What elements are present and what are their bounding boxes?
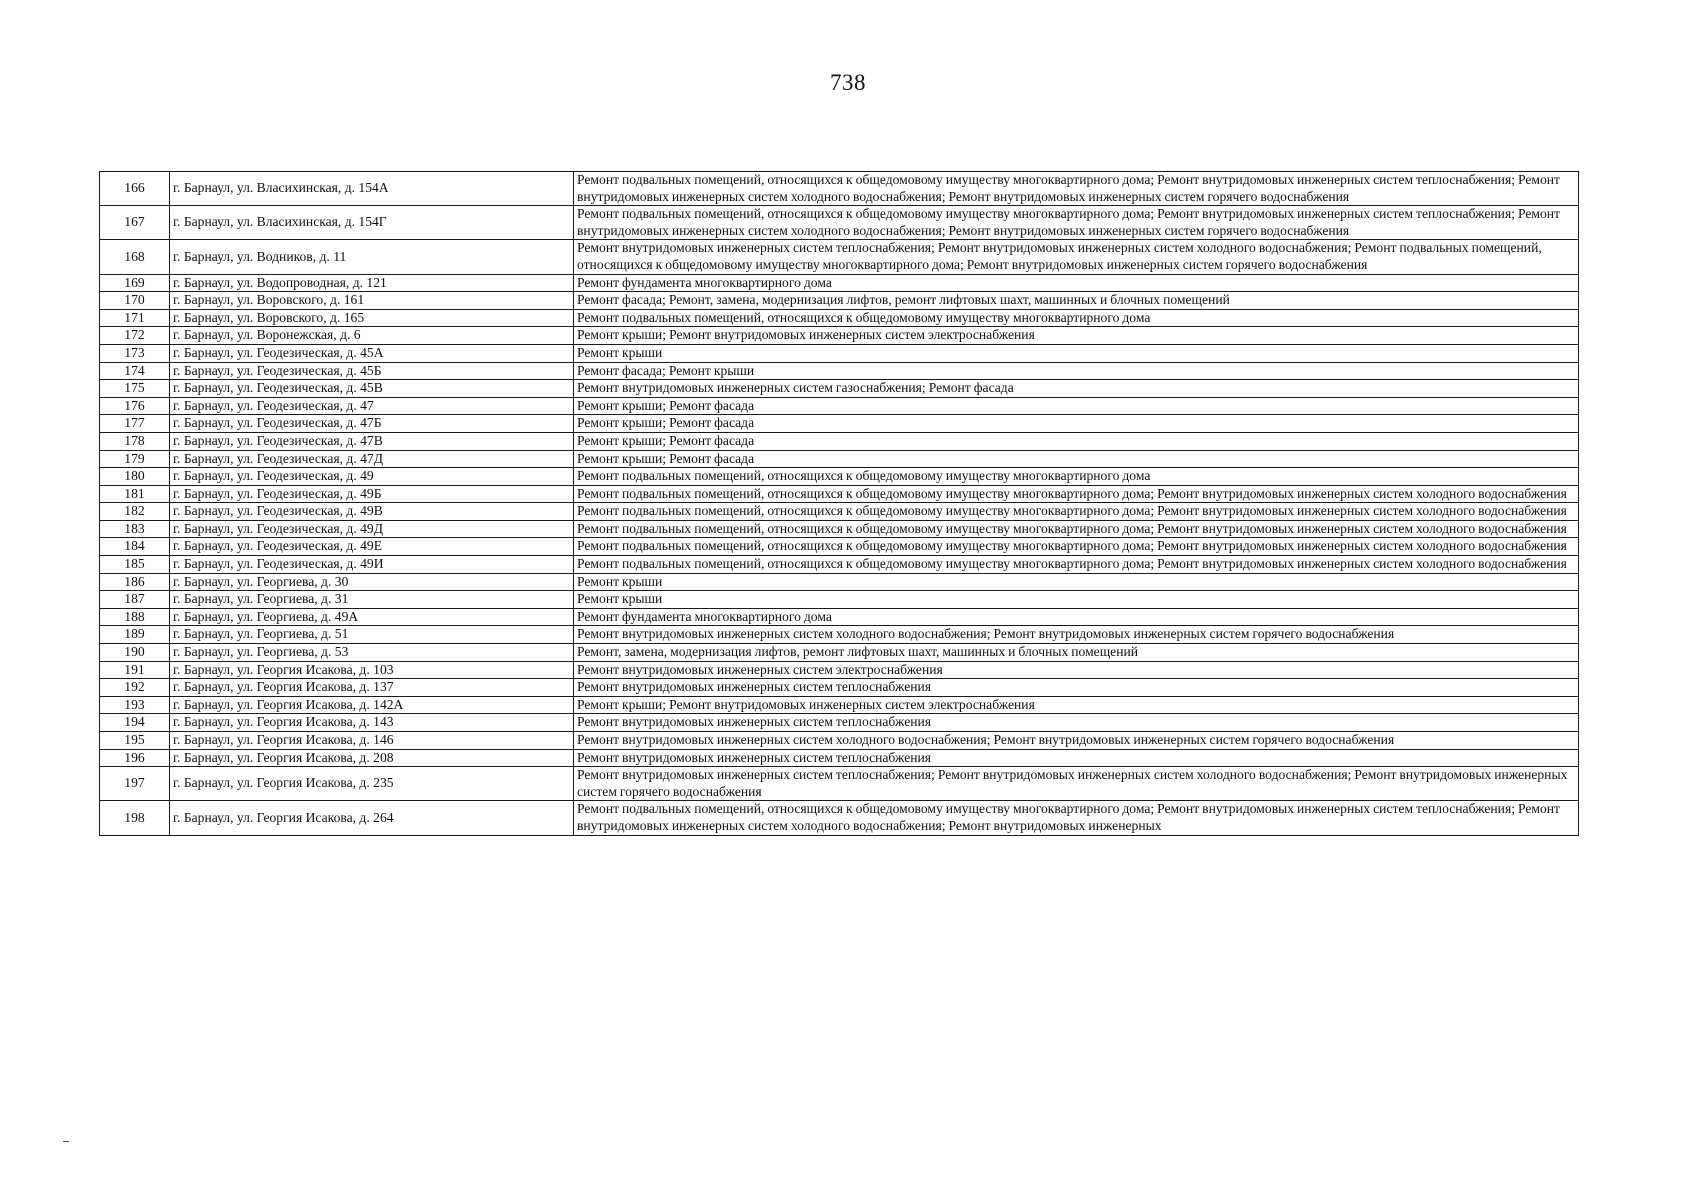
- works-cell: Ремонт подвальных помещений, относящихся к общедомовому имуществу многоквартирного дома; Ремонт внутридомовых инженерных систем холодного водоснабжения: [574, 503, 1579, 521]
- works-cell: Ремонт внутридомовых инженерных систем теплоснабжения; Ремонт внутридомовых инженерных систем холодного водоснабжения; Ремонт внутридомовых инженерных систем горячего водоснабжения: [574, 767, 1579, 801]
- works-cell: Ремонт внутридомовых инженерных систем теплоснабжения; Ремонт внутридомовых инженерных систем холодного водоснабжения; Ремонт подвальных помещений, относящихся к общедомовому имуществу многоквартирного дома; Ремонт внутридомовых инженерных систем горячего водоснабжения: [574, 240, 1579, 274]
- works-cell: Ремонт подвальных помещений, относящихся к общедомовому имуществу многоквартирного дома; Ремонт внутридомовых инженерных систем теплоснабжения; Ремонт внутридомовых инженерных систем холодного водоснабжения; Ремонт внутридомовых инженерных систем горячего водоснабжения: [574, 206, 1579, 240]
- table-row: [100, 538, 1579, 556]
- address-cell: г. Барнаул, ул. Водников, д. 11: [170, 240, 574, 274]
- row-number-cell: 169: [100, 274, 170, 292]
- row-number-cell: 168: [100, 240, 170, 274]
- address-cell: г. Барнаул, ул. Геодезическая, д. 49Е: [170, 538, 574, 556]
- table-row: [100, 626, 1579, 644]
- works-cell: Ремонт внутридомовых инженерных систем холодного водоснабжения; Ремонт внутридомовых инженерных систем горячего водоснабжения: [574, 732, 1579, 750]
- address-cell: г. Барнаул, ул. Воровского, д. 161: [170, 292, 574, 310]
- address-cell: г. Барнаул, ул. Георгия Исакова, д. 142А: [170, 696, 574, 714]
- works-cell: Ремонт крыши; Ремонт фасада: [574, 415, 1579, 433]
- row-number-cell: 181: [100, 485, 170, 503]
- address-cell: г. Барнаул, ул. Георгия Исакова, д. 137: [170, 679, 574, 697]
- works-cell: Ремонт крыши; Ремонт внутридомовых инженерных систем электроснабжения: [574, 327, 1579, 345]
- table-row: [100, 661, 1579, 679]
- address-cell: г. Барнаул, ул. Геодезическая, д. 49: [170, 468, 574, 486]
- table-row: [100, 696, 1579, 714]
- works-cell: Ремонт внутридомовых инженерных систем теплоснабжения: [574, 679, 1579, 697]
- address-cell: г. Барнаул, ул. Водопроводная, д. 121: [170, 274, 574, 292]
- address-cell: г. Барнаул, ул. Воронежская, д. 6: [170, 327, 574, 345]
- row-number-cell: 173: [100, 344, 170, 362]
- row-number-cell: 187: [100, 591, 170, 609]
- row-number-cell: 183: [100, 520, 170, 538]
- table-row: [100, 801, 1579, 835]
- works-cell: Ремонт подвальных помещений, относящихся к общедомовому имуществу многоквартирного дома: [574, 468, 1579, 486]
- address-cell: г. Барнаул, ул. Георгиева, д. 30: [170, 573, 574, 591]
- works-cell: Ремонт крыши; Ремонт фасада: [574, 450, 1579, 468]
- works-cell: Ремонт подвальных помещений, относящихся к общедомовому имуществу многоквартирного дома: [574, 309, 1579, 327]
- table-row: [100, 679, 1579, 697]
- table-row: [100, 309, 1579, 327]
- table-row: [100, 397, 1579, 415]
- table-row: [100, 274, 1579, 292]
- table-row: [100, 362, 1579, 380]
- table-row: [100, 503, 1579, 521]
- table-row: [100, 432, 1579, 450]
- address-cell: г. Барнаул, ул. Геодезическая, д. 49И: [170, 556, 574, 574]
- address-cell: г. Барнаул, ул. Георгиева, д. 31: [170, 591, 574, 609]
- row-number-cell: 182: [100, 503, 170, 521]
- row-number-cell: 174: [100, 362, 170, 380]
- scan-mark: [63, 1141, 69, 1142]
- table-row: [100, 714, 1579, 732]
- works-cell: Ремонт подвальных помещений, относящихся к общедомовому имуществу многоквартирного дома; Ремонт внутридомовых инженерных систем холодного водоснабжения: [574, 556, 1579, 574]
- works-cell: Ремонт крыши: [574, 591, 1579, 609]
- works-cell: Ремонт фасада; Ремонт, замена, модернизация лифтов, ремонт лифтовых шахт, машинных и блочных помещений: [574, 292, 1579, 310]
- address-cell: г. Барнаул, ул. Георгиева, д. 51: [170, 626, 574, 644]
- table-row: [100, 450, 1579, 468]
- works-cell: Ремонт подвальных помещений, относящихся к общедомовому имуществу многоквартирного дома; Ремонт внутридомовых инженерных систем холодного водоснабжения: [574, 538, 1579, 556]
- address-cell: г. Барнаул, ул. Геодезическая, д. 45А: [170, 344, 574, 362]
- row-number-cell: 184: [100, 538, 170, 556]
- page-number: 738: [830, 70, 866, 95]
- works-cell: Ремонт крыши; Ремонт фасада: [574, 397, 1579, 415]
- address-cell: г. Барнаул, ул. Геодезическая, д. 45Б: [170, 362, 574, 380]
- row-number-cell: 167: [100, 206, 170, 240]
- table-row: [100, 344, 1579, 362]
- table-row: [100, 520, 1579, 538]
- table-row: [100, 240, 1579, 274]
- row-number-cell: 196: [100, 749, 170, 767]
- table-row: [100, 485, 1579, 503]
- works-cell: Ремонт подвальных помещений, относящихся к общедомовому имуществу многоквартирного дома; Ремонт внутридомовых инженерных систем холодного водоснабжения: [574, 485, 1579, 503]
- table-row: [100, 380, 1579, 398]
- address-cell: г. Барнаул, ул. Геодезическая, д. 49Б: [170, 485, 574, 503]
- table-row: [100, 327, 1579, 345]
- row-number-cell: 191: [100, 661, 170, 679]
- address-cell: г. Барнаул, ул. Георгиева, д. 53: [170, 644, 574, 662]
- address-cell: г. Барнаул, ул. Геодезическая, д. 45В: [170, 380, 574, 398]
- table-row: [100, 172, 1579, 206]
- row-number-cell: 185: [100, 556, 170, 574]
- row-number-cell: 188: [100, 608, 170, 626]
- row-number-cell: 192: [100, 679, 170, 697]
- table-row: [100, 292, 1579, 310]
- table-row: [100, 573, 1579, 591]
- works-cell: Ремонт подвальных помещений, относящихся к общедомовому имуществу многоквартирного дома; Ремонт внутридомовых инженерных систем теплоснабжения; Ремонт внутридомовых инженерных систем холодного водоснабжения; Ремонт внутридомовых инженерных: [574, 801, 1579, 835]
- row-number-cell: 186: [100, 573, 170, 591]
- row-number-cell: 179: [100, 450, 170, 468]
- works-cell: Ремонт подвальных помещений, относящихся к общедомовому имуществу многоквартирного дома; Ремонт внутридомовых инженерных систем теплоснабжения; Ремонт внутридомовых инженерных систем холодного водоснабжения; Ремонт внутридомовых инженерных систем горячего водоснабжения: [574, 172, 1579, 206]
- row-number-cell: 197: [100, 767, 170, 801]
- address-cell: г. Барнаул, ул. Геодезическая, д. 49В: [170, 503, 574, 521]
- address-cell: г. Барнаул, ул. Георгия Исакова, д. 143: [170, 714, 574, 732]
- address-cell: г. Барнаул, ул. Георгия Исакова, д. 103: [170, 661, 574, 679]
- address-cell: г. Барнаул, ул. Геодезическая, д. 49Д: [170, 520, 574, 538]
- table-body: [100, 172, 1579, 836]
- address-cell: г. Барнаул, ул. Геодезическая, д. 47Б: [170, 415, 574, 433]
- works-cell: Ремонт крыши; Ремонт фасада: [574, 432, 1579, 450]
- table-row: [100, 415, 1579, 433]
- row-number-cell: 193: [100, 696, 170, 714]
- row-number-cell: 189: [100, 626, 170, 644]
- address-cell: г. Барнаул, ул. Власихинская, д. 154А: [170, 172, 574, 206]
- address-cell: г. Барнаул, ул. Георгия Исакова, д. 208: [170, 749, 574, 767]
- address-cell: г. Барнаул, ул. Георгия Исакова, д. 235: [170, 767, 574, 801]
- row-number-cell: 190: [100, 644, 170, 662]
- house-registry-table: [99, 171, 1579, 836]
- row-number-cell: 176: [100, 397, 170, 415]
- address-cell: г. Барнаул, ул. Геодезическая, д. 47Д: [170, 450, 574, 468]
- table-row: [100, 468, 1579, 486]
- row-number-cell: 198: [100, 801, 170, 835]
- works-cell: Ремонт крыши: [574, 573, 1579, 591]
- works-cell: Ремонт, замена, модернизация лифтов, ремонт лифтовых шахт, машинных и блочных помещений: [574, 644, 1579, 662]
- table-row: [100, 591, 1579, 609]
- works-cell: Ремонт крыши; Ремонт внутридомовых инженерных систем электроснабжения: [574, 696, 1579, 714]
- row-number-cell: 195: [100, 732, 170, 750]
- row-number-cell: 175: [100, 380, 170, 398]
- works-cell: Ремонт фасада; Ремонт крыши: [574, 362, 1579, 380]
- works-cell: Ремонт внутридомовых инженерных систем теплоснабжения: [574, 714, 1579, 732]
- row-number-cell: 177: [100, 415, 170, 433]
- row-number-cell: 194: [100, 714, 170, 732]
- row-number-cell: 180: [100, 468, 170, 486]
- works-cell: Ремонт внутридомовых инженерных систем теплоснабжения: [574, 749, 1579, 767]
- address-cell: г. Барнаул, ул. Георгиева, д. 49А: [170, 608, 574, 626]
- row-number-cell: 170: [100, 292, 170, 310]
- table-row: [100, 556, 1579, 574]
- works-cell: Ремонт подвальных помещений, относящихся к общедомовому имуществу многоквартирного дома; Ремонт внутридомовых инженерных систем холодного водоснабжения: [574, 520, 1579, 538]
- works-cell: Ремонт внутридомовых инженерных систем электроснабжения: [574, 661, 1579, 679]
- address-cell: г. Барнаул, ул. Геодезическая, д. 47: [170, 397, 574, 415]
- row-number-cell: 172: [100, 327, 170, 345]
- works-cell: Ремонт внутридомовых инженерных систем газоснабжения; Ремонт фасада: [574, 380, 1579, 398]
- row-number-cell: 166: [100, 172, 170, 206]
- row-number-cell: 171: [100, 309, 170, 327]
- address-cell: г. Барнаул, ул. Геодезическая, д. 47В: [170, 432, 574, 450]
- table-row: [100, 608, 1579, 626]
- works-cell: Ремонт фундамента многоквартирного дома: [574, 608, 1579, 626]
- works-cell: Ремонт внутридомовых инженерных систем холодного водоснабжения; Ремонт внутридомовых инженерных систем горячего водоснабжения: [574, 626, 1579, 644]
- address-cell: г. Барнаул, ул. Георгия Исакова, д. 146: [170, 732, 574, 750]
- address-cell: г. Барнаул, ул. Воровского, д. 165: [170, 309, 574, 327]
- row-number-cell: 178: [100, 432, 170, 450]
- works-cell: Ремонт крыши: [574, 344, 1579, 362]
- table-row: [100, 732, 1579, 750]
- table-row: [100, 206, 1579, 240]
- works-cell: Ремонт фундамента многоквартирного дома: [574, 274, 1579, 292]
- table-row: [100, 749, 1579, 767]
- table-row: [100, 644, 1579, 662]
- table-row: [100, 767, 1579, 801]
- address-cell: г. Барнаул, ул. Власихинская, д. 154Г: [170, 206, 574, 240]
- address-cell: г. Барнаул, ул. Георгия Исакова, д. 264: [170, 801, 574, 835]
